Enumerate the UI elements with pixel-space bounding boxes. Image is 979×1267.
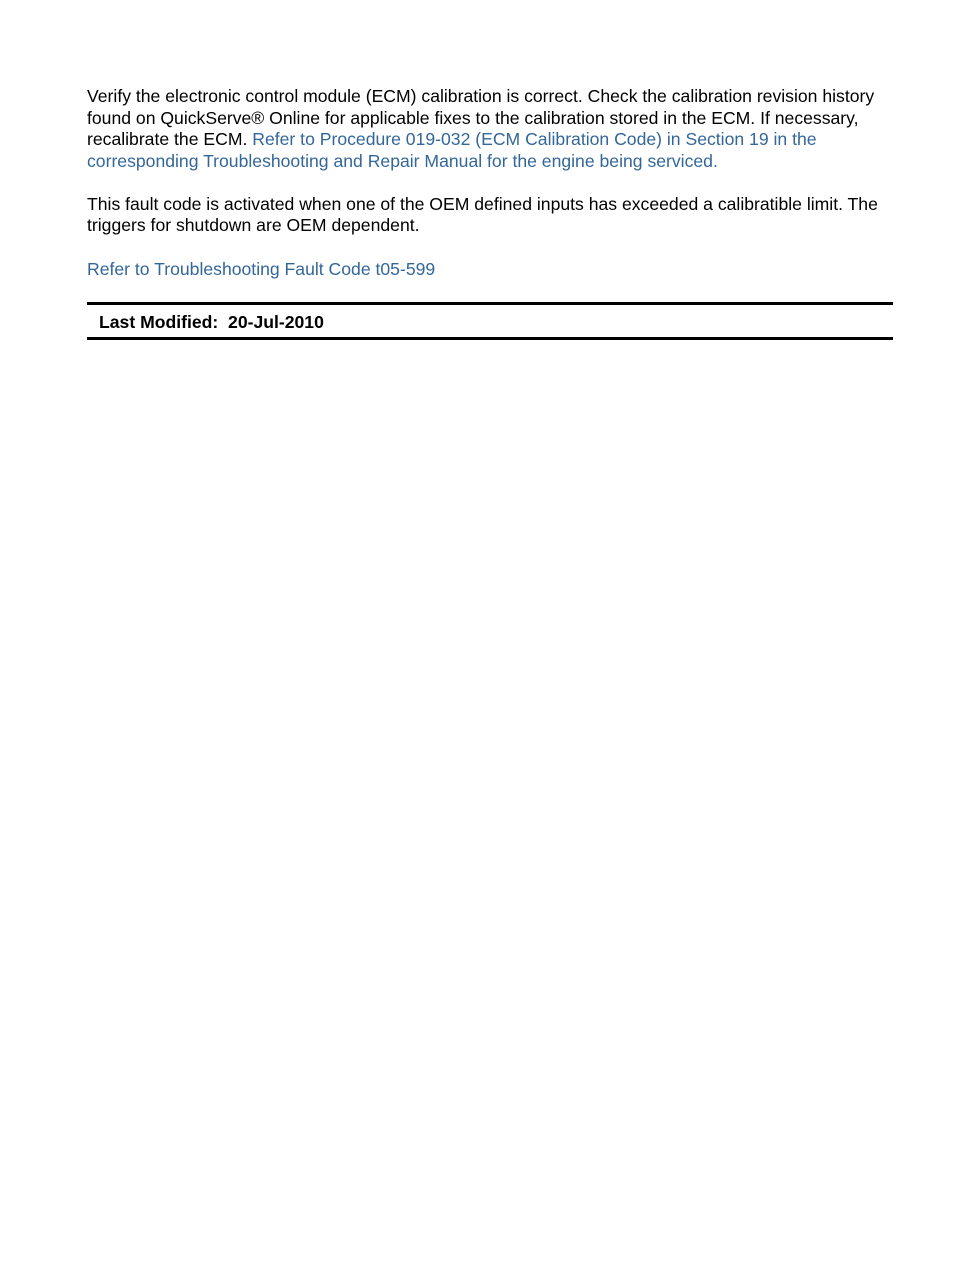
procedure-019-032-link[interactable]: Refer to Procedure 019-032 (ECM Calibration Code) in Section 19 in the corresponding Troubleshooting and Repair Manual for the engine being serviced. [87, 129, 817, 171]
fault-code-t05-599-link[interactable]: Refer to Troubleshooting Fault Code t05-599 [87, 258, 436, 279]
last-modified-date: 20-Jul-2010 [228, 312, 324, 333]
reference-paragraph [87, 259, 893, 281]
calibration-text: Verify the electronic control module (ECM) calibration is correct. Check the calibration revision history found on QuickServe® Online for applicable fixes to the calibration stored in the ECM. If necessary, recalibrate the ECM. [87, 86, 875, 150]
document-page [87, 86, 893, 340]
last-modified-label: Last Modified: [99, 312, 219, 333]
last-modified-text [99, 312, 324, 332]
calibration-paragraph [87, 86, 893, 172]
last-modified-footer [87, 302, 893, 340]
fault-description-paragraph: This fault code is activated when one of the OEM defined inputs has exceeded a calibratible limit. The triggers for shutdown are OEM dependent. [87, 193, 878, 236]
